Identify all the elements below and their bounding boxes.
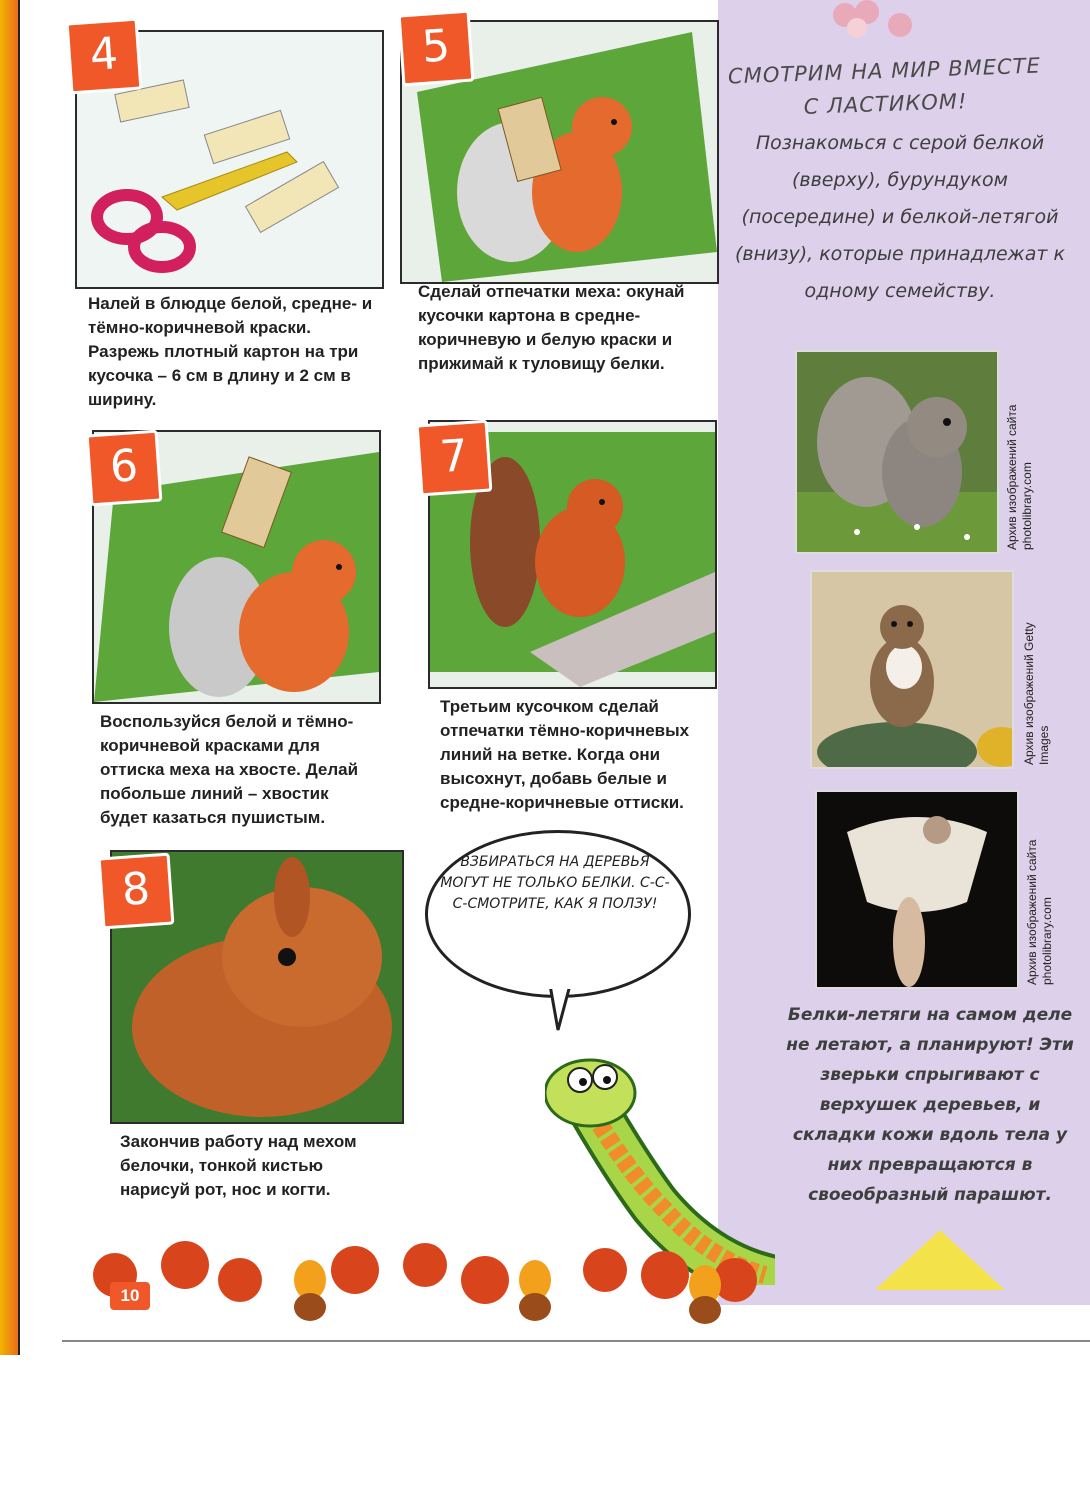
sidebar-fact: Белки-летяги на самом деле не летают, а планируют! Эти зверьки спрыгивают с верхушек деревьев, и складки кожи вдоль тела у них превращаются в своеобразный парашют. (786, 1005, 1074, 1205)
gray-squirrel-photo (795, 350, 999, 554)
photo-credit-1: Архив изображений сайта photolibrary.com (1005, 404, 1034, 550)
step6-caption: Воспользуйся белой и тёмно-коричневой красками для оттиска меха на хвосте. Делай побольше линий – хвостик будет казаться пушистым. (100, 712, 359, 827)
page-bottom-edge (62, 1340, 1090, 1352)
flying-squirrel-photo (815, 790, 1019, 989)
step4-caption: Налей в блюдце белой, средне- и тёмно-коричневой краски. Разрежь плотный картон на три кусочка – 6 см в длину и 2 см в ширину. (88, 294, 373, 409)
flower-decoration (805, 0, 925, 50)
sidebar-intro: Познакомься с серой белкой (вверху), бурундуком (посередине) и белкой-летягой (внизу), которые принадлежат к одному семейству. (734, 132, 1065, 302)
speech-bubble-text: ВЗБИРАТЬСЯ НА ДЕРЕВЬЯ МОГУТ НЕ ТОЛЬКО БЕЛКИ. С-С-С-СМОТРИТЕ, КАК Я ПОЛЗУ! (440, 854, 670, 912)
leaves-and-acorns-border (75, 1235, 795, 1335)
photo-credit-3: Архив изображений сайта photolibrary.com (1025, 839, 1054, 985)
step7-caption: Третьим кусочком сделай отпечатки тёмно-коричневых линий на ветке. Когда они высохнут, добавь белые и средне-коричневые оттиски. (440, 697, 690, 812)
step7-badge: 7 (416, 420, 493, 497)
step8-badge: 8 (98, 853, 175, 930)
chipmunk-photo (810, 570, 1014, 769)
page-background (18, 0, 78, 1355)
sidebar-title: СМОТРИМ НА МИР ВМЕСТЕ С ЛАСТИКОМ! (727, 53, 1042, 119)
step5-caption: Сделай отпечатки меха: окунай кусочки картона в средне-коричневую и белую краски и прижимай к туловищу белки. (418, 282, 685, 373)
step4-badge: 4 (66, 18, 143, 95)
yellow-triangle-decoration (865, 1225, 1015, 1295)
step6-badge: 6 (86, 430, 163, 507)
step5-badge: 5 (398, 10, 475, 87)
photo-credit-2: Архив изображений Getty Images (1022, 622, 1051, 765)
step8-caption: Закончив работу над мехом белочки, тонкой кистью нарисуй рот, нос и когти. (120, 1132, 357, 1199)
speech-bubble-tail (540, 985, 580, 1035)
page-number: 10 (110, 1282, 150, 1310)
